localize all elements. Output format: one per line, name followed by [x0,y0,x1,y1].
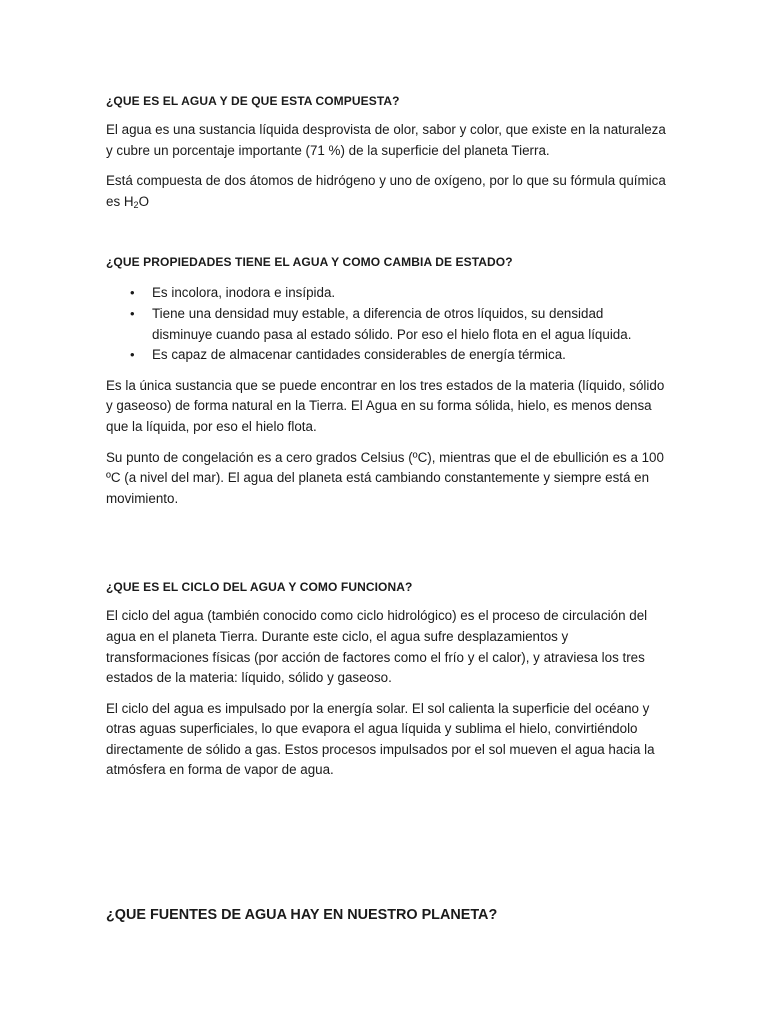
formula-text: Está compuesta de dos átomos de hidrógeno y uno de oxígeno, por lo que su fórmula química es H [106,173,666,209]
paragraph: El ciclo del agua es impulsado por la energía solar. El sol calienta la superficie del océano y otras aguas superficiales, lo que evapora el agua líquida y sublima el hielo, convirtiéndolo directamente de sólido a gas. Estos procesos impulsados por el sol mueven el agua hacia la atmósfera en forma de vapor de agua. [106,700,655,778]
list-item [106,304,666,345]
list-item-text: Es incolora, inodora e insípida. [152,285,336,301]
section-heading-propiedades: ¿QUE PROPIEDADES TIENE EL AGUA Y COMO CAMBIA DE ESTADO? [106,255,513,270]
list-item [106,345,666,366]
bullet-icon: • [130,305,135,321]
section-heading-fuentes-de-agua: ¿QUE FUENTES DE AGUA HAY EN NUESTRO PLANETA? [106,907,498,924]
document-body [106,92,666,925]
properties-list [106,283,666,365]
section-heading-que-es-el-agua: ¿QUE ES EL AGUA Y DE QUE ESTA COMPUESTA? [106,94,400,108]
bullet-icon: • [130,347,135,363]
paragraph: Su punto de congelación es a cero grados Celsius (ºC), mientras que el de ebullición es a 100 ºC (a nivel del mar). El agua del planeta está cambiando constantemente y siempre está en movimiento. [106,449,664,506]
formula-end: O [138,193,149,209]
paragraph: El ciclo del agua (también conocido como ciclo hidrológico) es el proceso de circulación del agua en el planeta Tierra. Durante este ciclo, el agua sufre desplazamientos y transformaciones físicas (por acción de factores como el frío y el calor), y atraviesa los tres estados de la materia: líquido, sólido y gaseoso. [106,608,648,686]
section-heading-ciclo-del-agua: ¿QUE ES EL CICLO DEL AGUA Y COMO FUNCIONA? [106,580,413,595]
list-item-text: Tiene una densidad muy estable, a diferencia de otros líquidos, su densidad disminuye cuando pasa al estado sólido. Por eso el hielo flota en el agua líquida. [152,305,632,342]
list-item-text: Es capaz de almacenar cantidades considerables de energía térmica. [152,347,566,363]
subscript: 2 [133,199,139,210]
paragraph: El agua es una sustancia líquida desprovista de olor, sabor y color, que existe en la naturaleza y cubre un porcentaje importante (71 %) de la superficie del planeta Tierra. [106,122,666,158]
bullet-icon: • [130,285,135,301]
list-item [106,283,666,304]
paragraph-formula [106,171,666,215]
paragraph: Es la única sustancia que se puede encontrar en los tres estados de la materia (líquido, sólido y gaseoso) de forma natural en la Tierra. El Agua en su forma sólida, hielo, es menos densa que la líquida, por eso el hielo flota. [106,377,665,434]
